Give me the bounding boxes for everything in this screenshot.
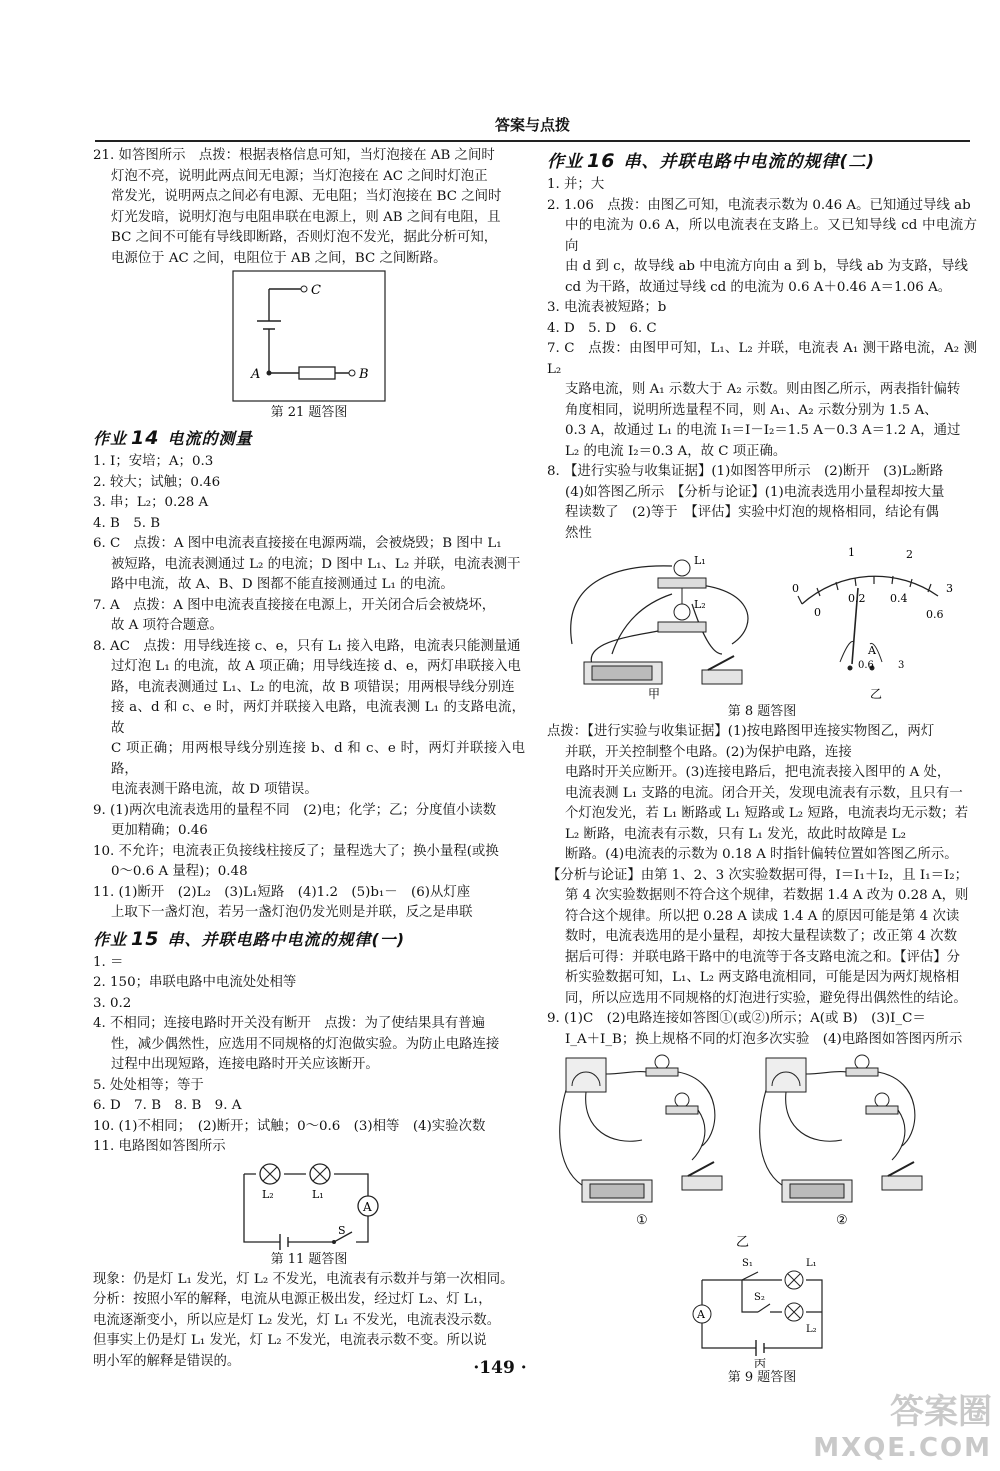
- label-l1: L₁: [806, 1258, 817, 1269]
- section-heading-16: [547, 150, 977, 173]
- text-line: 21. 如答图所示 点拨：根据表格信息可知，当灯泡接在 AB 之间时: [93, 148, 495, 163]
- text-line: 7. A 点拨：A 图中电流表直接接在电源上，开关闭合后会被烧坏，: [93, 597, 496, 613]
- q8-ammeter-dial: [792, 546, 953, 701]
- text-line: C 项正确；用两根导线分别连接 b、d 和 c、e 时，两灯并联接入电路，: [111, 741, 525, 777]
- q8-figure: [552, 544, 972, 702]
- scale-label: 0.2: [848, 592, 866, 605]
- text-line: 析实验数据可知，L₁、L₂ 两支路电流相同，可能是因为两灯规格相: [565, 970, 960, 985]
- bulb-label-l2: L₂: [694, 598, 706, 611]
- scale-label: 3: [946, 582, 953, 595]
- text-line: 个灯泡发光，若 L₁ 断路或 L₁ 短路或 L₂ 短路，电流表均无示数；若: [565, 806, 969, 821]
- text-line: 电流表测 L₁ 支路的电流。闭合开关，发现电流表有示数，且只有一: [565, 785, 963, 801]
- text-line: 【分析与论证】由第 1、2、3 次实验数据可得，I＝I₁＋I₂，且 I₁＝I₂；: [547, 867, 969, 883]
- section-prefix: 作业: [93, 929, 128, 949]
- section-15-answers: [93, 953, 525, 1158]
- text-line: 分析：按照小军的解释，电流从电源正极出发，经过灯 L₂、灯 L₁，: [93, 1292, 492, 1307]
- text-line: 性，减少偶然性，应选用不同规格的灯泡做实验。为防止电路连接: [111, 1036, 500, 1052]
- section-prefix: 作业: [93, 429, 128, 448]
- sublabel-1: ①: [636, 1213, 648, 1228]
- text-line: 3. 串；L₂；0.28 A: [93, 495, 209, 510]
- text-line: 点拨：【进行实验与收集证据】(1)按电路图甲连接实物图乙，两灯: [547, 724, 935, 739]
- text-line: 8. 【进行实验与收集证据】(1)如图答甲所示 (2)断开 (3)L₂断路: [547, 464, 944, 479]
- text-line: 常发光，说明两点之间必有电源、无电阻；当灯泡接在 BC 之间时: [111, 189, 502, 204]
- text-line: 4. 不相同；连接电路时开关没有断开 点拨：为了使结果具有普遍: [93, 1016, 485, 1031]
- label-s: S: [338, 1223, 346, 1237]
- text-line: 6. C 点拨：A 图中电流表直接接在电源两端，会被烧毁；B 图中 L₁: [93, 536, 502, 551]
- text-line: 更加精确；0.46: [111, 823, 208, 838]
- text-line: 3. 电流表被短路；b: [547, 300, 667, 315]
- sublabel-2: ②: [836, 1213, 848, 1228]
- text-line: 0.3 A，故通过 L₁ 的电流 I₁＝I－I₂＝1.5 A－0.3 A＝1.2 A，通过: [565, 423, 961, 438]
- text-line: cd 为干路，故通过导线 cd 的电流为 0.6 A＋0.46 A＝1.06 A。: [565, 279, 952, 295]
- figure-caption: 第 11 题答图: [270, 1251, 348, 1267]
- text-line: 故 A 项符合题意。: [111, 618, 223, 633]
- text-line: 11. (1)断开 (2)L₂ (3)L₁短路 (4)1.2 (5)b₁－ (6)从灯座: [93, 884, 471, 900]
- section-number: 14: [131, 427, 160, 449]
- text-line: 接 a、d 和 c、e 时，两灯并联接入电路，电流表测 L₁ 的支路电流，故: [111, 700, 525, 736]
- figure-caption: 第 8 题答图: [727, 704, 797, 719]
- text-line: 程读数了 (2)等于 【评估】实验中灯泡的规格相同，结论有偶: [565, 505, 939, 520]
- text-line: (4)如答图乙所示 【分析与论证】(1)电流表选用小量程却按大量: [565, 484, 945, 500]
- section-heading-14: [93, 427, 525, 450]
- ammeter-label: A: [363, 1199, 372, 1214]
- sublabel-yi: 乙: [870, 687, 883, 701]
- sublabel-jia: 甲: [648, 687, 661, 701]
- sublabel-bing: 丙: [754, 1357, 767, 1368]
- figure-caption: 第 9 题答图: [727, 1370, 797, 1385]
- text-line: 现象：仍是灯 L₁ 发光，灯 L₂ 不发光，电流表有示数并与第一次相同。: [93, 1271, 514, 1287]
- text-line: 数时，电流表选用的是小量程，却按大量程读数了；改正第 4 次数: [565, 929, 957, 944]
- section-number: 16: [587, 150, 616, 172]
- header-title: 答案与点拨: [494, 116, 570, 134]
- text-line: 2. 1.06 点拨：由图乙可知，电流表示数为 0.46 A。已知通过导线 ab: [547, 197, 971, 213]
- text-line: 被短路，电流表测通过 L₂ 的电流；D 图中 L₁、L₂ 并联，电流表测干: [111, 556, 521, 572]
- q11-circuit-figure: [224, 1158, 394, 1250]
- page-number: ·149 ·: [473, 1358, 527, 1378]
- ammeter-label: A: [697, 1308, 705, 1321]
- scale-label: 1: [848, 546, 855, 559]
- q21-text: [93, 146, 525, 269]
- text-line: I_A＋I_B；换上规格不同的灯泡多次实验 (4)电路图如答图丙所示: [565, 1031, 963, 1047]
- unit-label: A: [868, 644, 876, 657]
- q21-circuit-figure: [229, 269, 389, 403]
- label-b: B: [359, 367, 369, 382]
- text-line: 据后可得：并联电路干路中的电流等于各支路电流之和。【评估】分: [565, 949, 961, 965]
- text-line: 10. 不允许；电流表正负接线柱接反了；量程选大了；换小量程(或换: [93, 843, 499, 859]
- text-line: 5. 处处相等；等于: [93, 1077, 204, 1093]
- text-line: 1. I；安培；A；0.3: [93, 454, 214, 469]
- page-header: [95, 112, 970, 142]
- label-l1: L₁: [312, 1187, 324, 1201]
- text-line: 2. 较大；试触；0.46: [93, 474, 221, 490]
- text-line: 灯光发暗，说明灯泡与电阻串联在电源上，则 AB 之间有电阻，且: [111, 209, 501, 225]
- text-line: 中的电流为 0.6 A，所以电流表在支路上。又已知导线 cd 中电流方向: [565, 218, 977, 254]
- section-14-answers: [93, 452, 525, 924]
- text-line: 符合这个规律。所以把 0.28 A 读成 1.4 A 的原因可能是第 4 次读: [565, 908, 960, 924]
- text-line: 9. (1)两次电流表选用的量程不同 (2)电；化学；乙；分度值小读数: [93, 802, 497, 818]
- q9-circuit-1: [560, 1055, 722, 1228]
- text-line: L₂ 断路，电流表有示数，只有 L₁ 发光，故此时故障是 L₂: [565, 826, 907, 842]
- text-line: 电流表测干路电流，故 D 项错误。: [111, 782, 318, 797]
- label-a: A: [251, 367, 261, 382]
- text-line: 1. 并；大: [547, 177, 605, 192]
- q11-analysis: [93, 1270, 525, 1373]
- text-line: 6. D 7. B 8. B 9. A: [93, 1098, 242, 1113]
- text-line: 8. AC 点拨：用导线连接 c、e，只有 L₁ 接入电路，电流表只能测量通: [93, 638, 521, 654]
- bulb-label-l1: L₁: [694, 554, 706, 567]
- watermark-line-1: 答案圈: [890, 1392, 992, 1432]
- text-line: L₂ 的电流 I₂＝0.3 A，故 C 项正确。: [565, 443, 787, 459]
- section-16-answers: [547, 175, 977, 544]
- text-line: 由 d 到 c，故导线 ab 中电流方向由 a 到 b，导线 ab 为支路，导线: [565, 259, 968, 274]
- section-title: 串、并联电路中电流的规律(一): [167, 929, 406, 949]
- right-column: [547, 146, 977, 1388]
- text-line: 过程中出现短路，连接电路时开关应该断开。: [111, 1057, 379, 1072]
- q9-circuit-2: [760, 1055, 922, 1228]
- left-column: [93, 146, 525, 1372]
- q8-physical-circuit: [571, 554, 748, 701]
- text-line: BC 之间不可能有导线即断路，否则灯泡不发光，据此分析可知，: [111, 230, 498, 245]
- text-line: 1. ＝: [93, 954, 124, 970]
- text-line: 第 4 次实验数据则不符合这个规律，若数据 1.4 A 改为 0.28 A，则: [565, 888, 969, 903]
- watermark-line-2: MXQE.COM: [813, 1433, 992, 1463]
- label-s2: S₂: [754, 1292, 765, 1303]
- text-line: 断路。(4)电流表的示数为 0.18 A 时指针偏转位置如答图乙所示。: [565, 847, 958, 862]
- terminal-label: 3: [898, 660, 905, 671]
- text-line: 11. 电路图如答图所示: [93, 1139, 226, 1154]
- text-line: 0～0.6 A 量程)；0.48: [111, 864, 248, 879]
- text-line: 上取下一盏灯泡，若另一盏灯泡仍发光则是并联，反之是串联: [111, 905, 473, 920]
- text-line: 灯泡不亮，说明此两点间无电源；当灯泡接在 AC 之间时灯泡正: [111, 168, 488, 184]
- text-line: 路，电流表测通过 L₁、L₂ 的电流，故 B 项错误；用两根导线分别连: [111, 679, 515, 695]
- text-line: 并联，开关控制整个电路。(2)为保护电路，连接: [565, 744, 852, 760]
- text-line: 过灯泡 L₁ 的电流，故 A 项正确；用导线连接 d、e，两灯串联接入电: [111, 659, 521, 674]
- section-prefix: 作业: [547, 152, 583, 172]
- section-heading-15: [93, 928, 525, 951]
- scale-label: 0.6: [926, 608, 944, 621]
- sublabel-yi: 乙: [736, 1235, 750, 1250]
- text-line: 然性: [565, 525, 592, 541]
- text-line: 电源位于 AC 之间，电阻位于 AB 之间，BC 之间断路。: [111, 250, 447, 266]
- section-number: 15: [131, 927, 160, 950]
- figure-caption: 第 21 题答图: [270, 405, 348, 420]
- label-l2: L₂: [262, 1187, 274, 1201]
- text-line: 7. C 点拨：由图甲可知，L₁、L₂ 并联，电流表 A₁ 测干路电流，A₂ 测 L₂: [547, 341, 977, 377]
- text-line: 3. 0.2: [93, 995, 132, 1011]
- text-line: 2. 150；串联电路中电流处处相等: [93, 975, 297, 990]
- scale-label: 0: [792, 582, 799, 595]
- text-line: 路中电流，故 A、B、D 图都不能直接测通过 L₁ 的电流。: [111, 577, 454, 592]
- text-line: 9. (1)C (2)电路连接如答图①(或②)所示；A(或 B) (3)I_C＝: [547, 1011, 926, 1026]
- section-title: 电流的测量: [167, 429, 253, 448]
- text-line: 4. B 5. B: [93, 515, 161, 531]
- label-c: C: [311, 283, 321, 298]
- text-line: 电流逐渐变小，所以应是灯 L₂ 发光，灯 L₁ 不发光，电流表没示数。: [93, 1312, 501, 1328]
- terminal-label: 0.6: [858, 660, 874, 671]
- scale-label: 0.4: [890, 592, 908, 605]
- label-s1: S₁: [742, 1258, 753, 1269]
- section-title: 串、并联电路中电流的规律(二): [623, 152, 875, 172]
- text-line: 电路时开关应断开。(3)连接电路后，把电流表接入图甲的 A 处，: [565, 765, 951, 780]
- scale-label: 0: [814, 606, 821, 619]
- watermark: [813, 1384, 992, 1463]
- label-l2: L₂: [806, 1324, 817, 1335]
- text-line: 但事实上仍是灯 L₁ 发光，灯 L₂ 不发光，电流表示数不变。所以说: [93, 1333, 487, 1348]
- text-line: 明小军的解释是错误的。: [93, 1353, 241, 1369]
- text-line: 角度相同，说明所选量程不同，则 A₁、A₂ 示数分别为 1.5 A、: [565, 402, 938, 418]
- scale-label: 2: [906, 548, 913, 561]
- text-line: 10. (1)不相同； (2)断开；试触；0～0.6 (3)相等 (4)实验次数: [93, 1118, 486, 1134]
- text-line: 4. D 5. D 6. C: [547, 320, 657, 336]
- q9-schematic-bing: [682, 1250, 842, 1368]
- q9-figure: [552, 1050, 972, 1250]
- q8-explanation: [547, 722, 977, 1050]
- text-line: 支路电流，则 A₁ 示数大于 A₂ 示数。则由图乙所示，两表指针偏转: [565, 382, 961, 397]
- text-line: 同，所以应选用不同规格的灯泡进行实验，避免得出偶然性的结论。: [565, 990, 967, 1006]
